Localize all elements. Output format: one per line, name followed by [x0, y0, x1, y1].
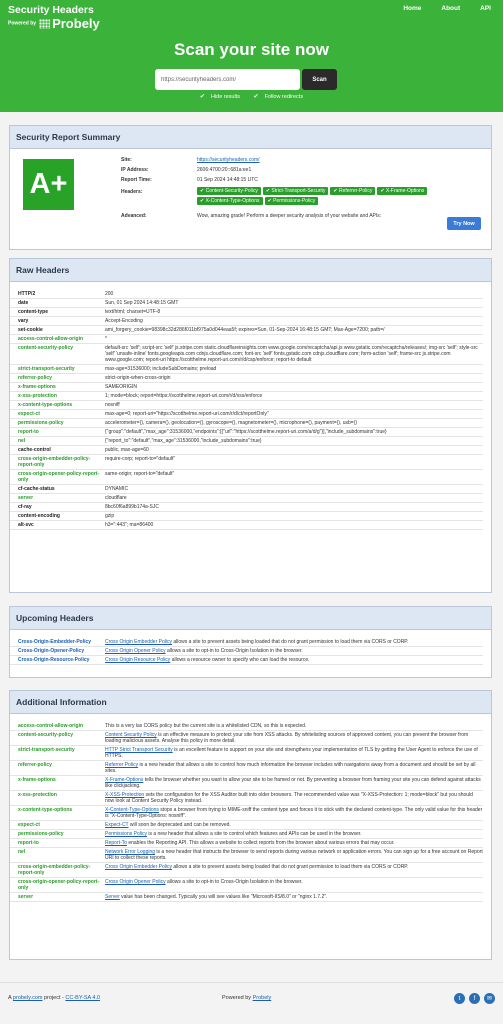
header-name: access-control-allow-origin [10, 722, 105, 731]
url-input[interactable] [155, 69, 300, 90]
description-text: will soon be deprecated and can be removed. [128, 822, 231, 828]
report-summary-section [9, 125, 492, 250]
header-doc-link[interactable]: Cross Origin Opener Policy [105, 648, 166, 654]
description-text: is a new header that allows a site to control which features and APIs can be used in the browser. [146, 831, 362, 837]
powered-link[interactable]: Probely [252, 995, 272, 1001]
table-row [10, 731, 483, 746]
header-doc-link[interactable]: Expect-CT [105, 822, 129, 828]
upcoming-headers-section [9, 606, 492, 678]
description-text: This is a very lax CORS policy but the current site is a whitelisted CDN, so this is expected. [105, 723, 307, 729]
header-description [105, 830, 483, 839]
probely-logo-icon [39, 19, 50, 29]
brand-title[interactable]: Security Headers [8, 4, 94, 16]
checkbox-checked-icon[interactable]: ✔ [253, 94, 259, 100]
scan-options [0, 93, 503, 100]
table-row [10, 392, 483, 401]
header-name: x-frame-options [10, 383, 105, 392]
header-badge: ✔ Permissions-Policy [265, 197, 319, 205]
header-badge: ✔ X-Content-Type-Options [197, 197, 263, 205]
upcoming-headers-table [10, 638, 483, 665]
table-row [10, 830, 483, 839]
footer-powered [222, 995, 271, 1001]
table-row [10, 893, 483, 902]
header-value: require-corp; report-to="default" [105, 455, 483, 470]
header-value: * [105, 335, 483, 344]
header-name: cross-origin-opener-policy-report-only [10, 878, 105, 893]
header-description [105, 863, 483, 878]
table-row [10, 365, 483, 374]
site-header [0, 0, 503, 112]
header-name: Cross-Origin-Opener-Policy [10, 647, 105, 656]
footer-text: project - [42, 995, 66, 1001]
header-description [105, 806, 483, 821]
headers-label: Headers: [121, 189, 143, 195]
header-badges [197, 187, 437, 205]
header-description [105, 656, 483, 665]
header-doc-link[interactable]: Cross Origin Opener Policy [105, 879, 166, 885]
description-text: is an excellent feature to support on your site and strengthens your implementation of TLS by getting the User Agent to enforce the use of HTTPS. [105, 747, 478, 759]
header-badge: ✔ Content-Security-Policy [197, 187, 261, 195]
header-value: {"report_to":"default","max_age":31536000,"include_subdomains":true} [105, 437, 483, 446]
header-value: DYNAMIC [105, 485, 483, 494]
header-name: Cross-Origin-Embedder-Policy [10, 638, 105, 647]
table-row [10, 776, 483, 791]
raw-headers-section [9, 258, 492, 593]
grade-badge: A+ [23, 159, 74, 210]
table-row [10, 344, 483, 365]
powered-by-label: Powered by [8, 20, 37, 27]
site-label: Site: [121, 157, 132, 163]
footer [0, 982, 503, 1024]
header-name: cache-control [10, 446, 105, 455]
header-value: Sun, 01 Sep 2024 14:48:15 GMT [105, 299, 483, 308]
checkbox-checked-icon[interactable]: ✔ [199, 94, 205, 100]
header-doc-link[interactable]: Report-To [105, 840, 127, 846]
header-value: ami_forgery_cookie=98398c32d286f011bf975a0d044eaa5f; expires=Sun, 01-Sep-2024 16:48:15 GMT; Max-Age=7200; path=/ [105, 326, 483, 335]
table-row [10, 446, 483, 455]
header-value: Accept-Encoding [105, 317, 483, 326]
header-doc-link[interactable]: HTTP Strict Transport Security [105, 747, 173, 753]
table-row [10, 437, 483, 446]
license-link[interactable]: CC-BY-SA 4.0 [65, 995, 101, 1001]
share-icon[interactable]: ✉ [484, 993, 495, 1004]
scan-title: Scan your site now [174, 40, 329, 59]
probely-logo-text: Probely [52, 16, 100, 31]
table-row [10, 335, 483, 344]
header-name: x-content-type-options [10, 401, 105, 410]
header-name: access-control-allow-origin [10, 335, 105, 344]
header-name: server [10, 494, 105, 503]
header-badge: ✔ Strict-Transport-Security [263, 187, 329, 195]
hide-results-option[interactable] [197, 94, 243, 100]
header-doc-link[interactable]: Cross Origin Resource Policy [105, 657, 171, 663]
header-name: cf-cache-status [10, 485, 105, 494]
table-row [10, 494, 483, 503]
table-row [10, 299, 483, 308]
table-row [10, 761, 483, 776]
table-row [10, 308, 483, 317]
header-doc-link[interactable]: Content Security Policy [105, 732, 157, 738]
additional-info-section [9, 690, 492, 960]
header-name: strict-transport-security [10, 365, 105, 374]
nav-home[interactable]: Home [403, 5, 422, 12]
advanced-label: Advanced: [121, 213, 147, 219]
header-name: cross-origin-embedder-policy-report-only [10, 455, 105, 470]
table-row [10, 821, 483, 830]
header-name: referrer-policy [10, 374, 105, 383]
hide-results-label: Hide results [210, 94, 240, 100]
section-title: Raw Headers [10, 259, 491, 282]
header-value: default-src 'self'; script-src 'self' js.stripe.com static.cloudflareinsights.com www.google.com/recaptcha/api.js www.gstatic.com/recaptcha/releases/; img-src 'self'; style-src 'self' 'unsafe-inline' fonts.googleapis.com cdnjs.cloudflare.com; font-src 'self' fonts.gstatic.com cdnjs.cloudflare.com; form-action 'self'; frame-src js.stripe.com www.google.com; report-uri https://scotthelme.report-uri.com/r/d/csp/enforce; report-to default [105, 344, 483, 365]
header-description [105, 791, 483, 806]
header-value: {"group":"default","max_age":31536000,"endpoints":[{"url":"https://scotthelme.report-uri.com/a/d/g"}],"include_subdomains":true} [105, 428, 483, 437]
header-name: cf-ray [10, 503, 105, 512]
header-description [105, 731, 483, 746]
facebook-icon[interactable]: f [469, 993, 480, 1004]
description-text: allows a site to prevent assets being loaded that do not grant permission to load them via CORS or CORP. [171, 864, 409, 870]
description-text: allows a site to opt-in to Cross-Origin Isolation in the browser. [165, 879, 303, 885]
header-name: expect-ct [10, 821, 105, 830]
header-doc-link[interactable]: Cross Origin Embedder Policy [105, 639, 172, 645]
header-name: content-encoding [10, 512, 105, 521]
header-doc-link[interactable]: Permissions Policy [105, 831, 147, 837]
description-text: enables the Reporting API. This allows a website to collect reports from the browser about various errors that may occur. [126, 840, 395, 846]
header-name: cross-origin-opener-policy-report-only [10, 470, 105, 485]
ip-value: 2606:4700:20::681a:ee1 [197, 167, 252, 173]
header-value: strict-origin-when-cross-origin [105, 374, 483, 383]
table-row [10, 326, 483, 335]
header-value: cloudflare [105, 494, 483, 503]
header-name: permissions-policy [10, 830, 105, 839]
advanced-text: Wow, amazing grade! Perform a deeper security analysis of your website and APIs: [197, 213, 382, 219]
header-description [105, 839, 483, 848]
header-name: nel [10, 437, 105, 446]
time-label: Report Time: [121, 177, 152, 183]
header-name: HTTP/2 [10, 290, 105, 299]
description-text: is an effective measure to protect your site from XSS attacks. By whitelisting sources of approved content, you can prevent the browser from loading malicious assets. Analyse this policy in more detail. [105, 732, 469, 744]
header-value: max-age=31536000; includeSubDomains; preload [105, 365, 483, 374]
header-name: nel [10, 848, 105, 863]
header-description [105, 746, 483, 761]
header-name: referrer-policy [10, 761, 105, 776]
description-text: stops a browser from trying to MIME-sniff the content type and forces it to stick with the declared content-type. The only valid value for this header is "X-Content-Type-Options: nosniff". [105, 807, 483, 819]
table-row [10, 746, 483, 761]
header-name: set-cookie [10, 326, 105, 335]
try-now-button[interactable]: Try Now [447, 217, 481, 230]
header-value: 200 [105, 290, 483, 299]
header-description [105, 878, 483, 893]
header-name: x-xss-protection [10, 392, 105, 401]
table-row [10, 455, 483, 470]
header-name: permissions-policy [10, 419, 105, 428]
header-name: content-type [10, 308, 105, 317]
header-doc-link[interactable]: Server [105, 894, 120, 900]
table-row [10, 419, 483, 428]
header-name: strict-transport-security [10, 746, 105, 761]
header-value: 1; mode=block; report=https://scotthelme.report-uri.com/r/d/xss/enforce [105, 392, 483, 401]
table-row [10, 521, 483, 530]
footer-left [8, 995, 100, 1001]
footer-text: A [8, 995, 13, 1001]
header-name: report-to [10, 839, 105, 848]
table-row [10, 806, 483, 821]
header-name: report-to [10, 428, 105, 437]
header-description [105, 893, 483, 902]
table-row [10, 722, 483, 731]
top-nav [403, 5, 491, 12]
table-row [10, 638, 483, 647]
header-value: h3=":443"; ma=86400 [105, 521, 483, 530]
table-row [10, 374, 483, 383]
brand[interactable] [8, 4, 100, 31]
table-row [10, 470, 483, 485]
header-doc-link[interactable]: Cross Origin Embedder Policy [105, 864, 172, 870]
header-value: max-age=0; report-uri="https://scotthelme.report-uri.com/r/d/ct/reportOnly" [105, 410, 483, 419]
table-row [10, 512, 483, 521]
header-doc-link[interactable]: X-Content-Type-Options [105, 807, 159, 813]
header-value: SAMEORIGIN [105, 383, 483, 392]
social-links [454, 993, 495, 1004]
header-doc-link[interactable]: X-Frame-Options [105, 777, 144, 783]
table-row [10, 863, 483, 878]
header-value: same-origin; report-to="default" [105, 470, 483, 485]
follow-redirects-label: Follow redirects [264, 94, 304, 100]
header-badge: ✔ X-Frame-Options [377, 187, 427, 195]
description-text: allows a resource owner to specify who can load the resource. [170, 657, 310, 663]
header-value: gzip [105, 512, 483, 521]
header-value: nosniff [105, 401, 483, 410]
header-description [105, 647, 483, 656]
scan-button[interactable]: Scan [302, 69, 337, 90]
table-row [10, 428, 483, 437]
table-row [10, 401, 483, 410]
ip-label: IP Address: [121, 167, 149, 173]
header-name: content-security-policy [10, 731, 105, 746]
header-description [105, 761, 483, 776]
site-link[interactable]: https://securityheaders.com/ [197, 157, 260, 163]
nav-about[interactable]: About [441, 5, 461, 12]
section-title: Additional Information [10, 691, 491, 714]
header-doc-link[interactable]: X-XSS-Protection [105, 792, 145, 798]
time-value: 01 Sep 2024 14:48:15 UTC [197, 177, 258, 183]
table-row [10, 839, 483, 848]
table-row [10, 317, 483, 326]
header-description [105, 821, 483, 830]
description-text: tells the browser whether you want to allow your site to be framed or not. By preventing a browser from framing your site you can defend against attacks like clickjacking. [105, 777, 481, 789]
table-row [10, 503, 483, 512]
section-title: Upcoming Headers [10, 607, 491, 630]
header-name: date [10, 299, 105, 308]
section-title: Security Report Summary [10, 126, 491, 149]
twitter-icon[interactable]: t [454, 993, 465, 1004]
header-doc-link[interactable]: Network Error Logging [105, 849, 156, 855]
header-description [105, 848, 483, 863]
header-value: accelerometer=(), camera=(), geolocation=(), gyroscope=(), magnetometer=(), microphone=(), payment=(), usb=() [105, 419, 483, 428]
header-name: server [10, 893, 105, 902]
header-badge: ✔ Referrer-Policy [330, 187, 375, 195]
table-row [10, 383, 483, 392]
table-row [10, 485, 483, 494]
table-row [10, 656, 483, 665]
header-name: alt-svc [10, 521, 105, 530]
follow-redirects-option[interactable] [251, 94, 307, 100]
header-doc-link[interactable]: Referrer Policy [105, 762, 139, 768]
footer-text: Powered by [222, 995, 253, 1001]
table-row [10, 878, 483, 893]
additional-info-table [10, 722, 483, 902]
table-row [10, 848, 483, 863]
header-name: x-xss-protection [10, 791, 105, 806]
header-name: content-security-policy [10, 344, 105, 365]
probely-link[interactable]: probely.com [12, 995, 43, 1001]
table-row [10, 410, 483, 419]
header-description [105, 722, 483, 731]
summary-info [121, 157, 483, 223]
header-name: cross-origin-embedder-policy-report-only [10, 863, 105, 878]
description-text: allows a site to opt-in to Cross-Origin Isolation in the browser. [165, 648, 303, 654]
description-text: value has been changed. Typically you will see values like "Microsoft-IIS/8.0" or "nginx 1.7.2". [119, 894, 328, 900]
description-text: is a new header that allows a site to control how much information the browser includes with navigations away from a document and should be set by all sites. [105, 762, 476, 774]
header-value: public, max-age=60 [105, 446, 483, 455]
table-row [10, 290, 483, 299]
description-text: is a new header that instructs the browser to send reports during various network or application errors. You can sign up for a free account on Report URI to collect these reports. [105, 849, 483, 861]
header-value: text/html; charset=UTF-8 [105, 308, 483, 317]
description-text: sets the configuration for the XSS Auditor built into older browsers. The recommended value was "X-XSS-Protection: 1; mode=block" but you should now look at Content Security Policy instead. [105, 792, 473, 804]
header-value: 8bc60f6a899b174a-SJC [105, 503, 483, 512]
header-name: Cross-Origin-Resource-Policy [10, 656, 105, 665]
description-text: allows a site to prevent assets being loaded that do not grant permission to load them via CORS or CORP. [171, 639, 409, 645]
header-description [105, 638, 483, 647]
nav-api[interactable]: API [480, 5, 491, 12]
table-row [10, 647, 483, 656]
header-name: x-content-type-options [10, 806, 105, 821]
table-row [10, 791, 483, 806]
header-description [105, 776, 483, 791]
header-name: x-frame-options [10, 776, 105, 791]
raw-headers-table [10, 290, 483, 530]
header-name: expect-ct [10, 410, 105, 419]
header-name: vary [10, 317, 105, 326]
